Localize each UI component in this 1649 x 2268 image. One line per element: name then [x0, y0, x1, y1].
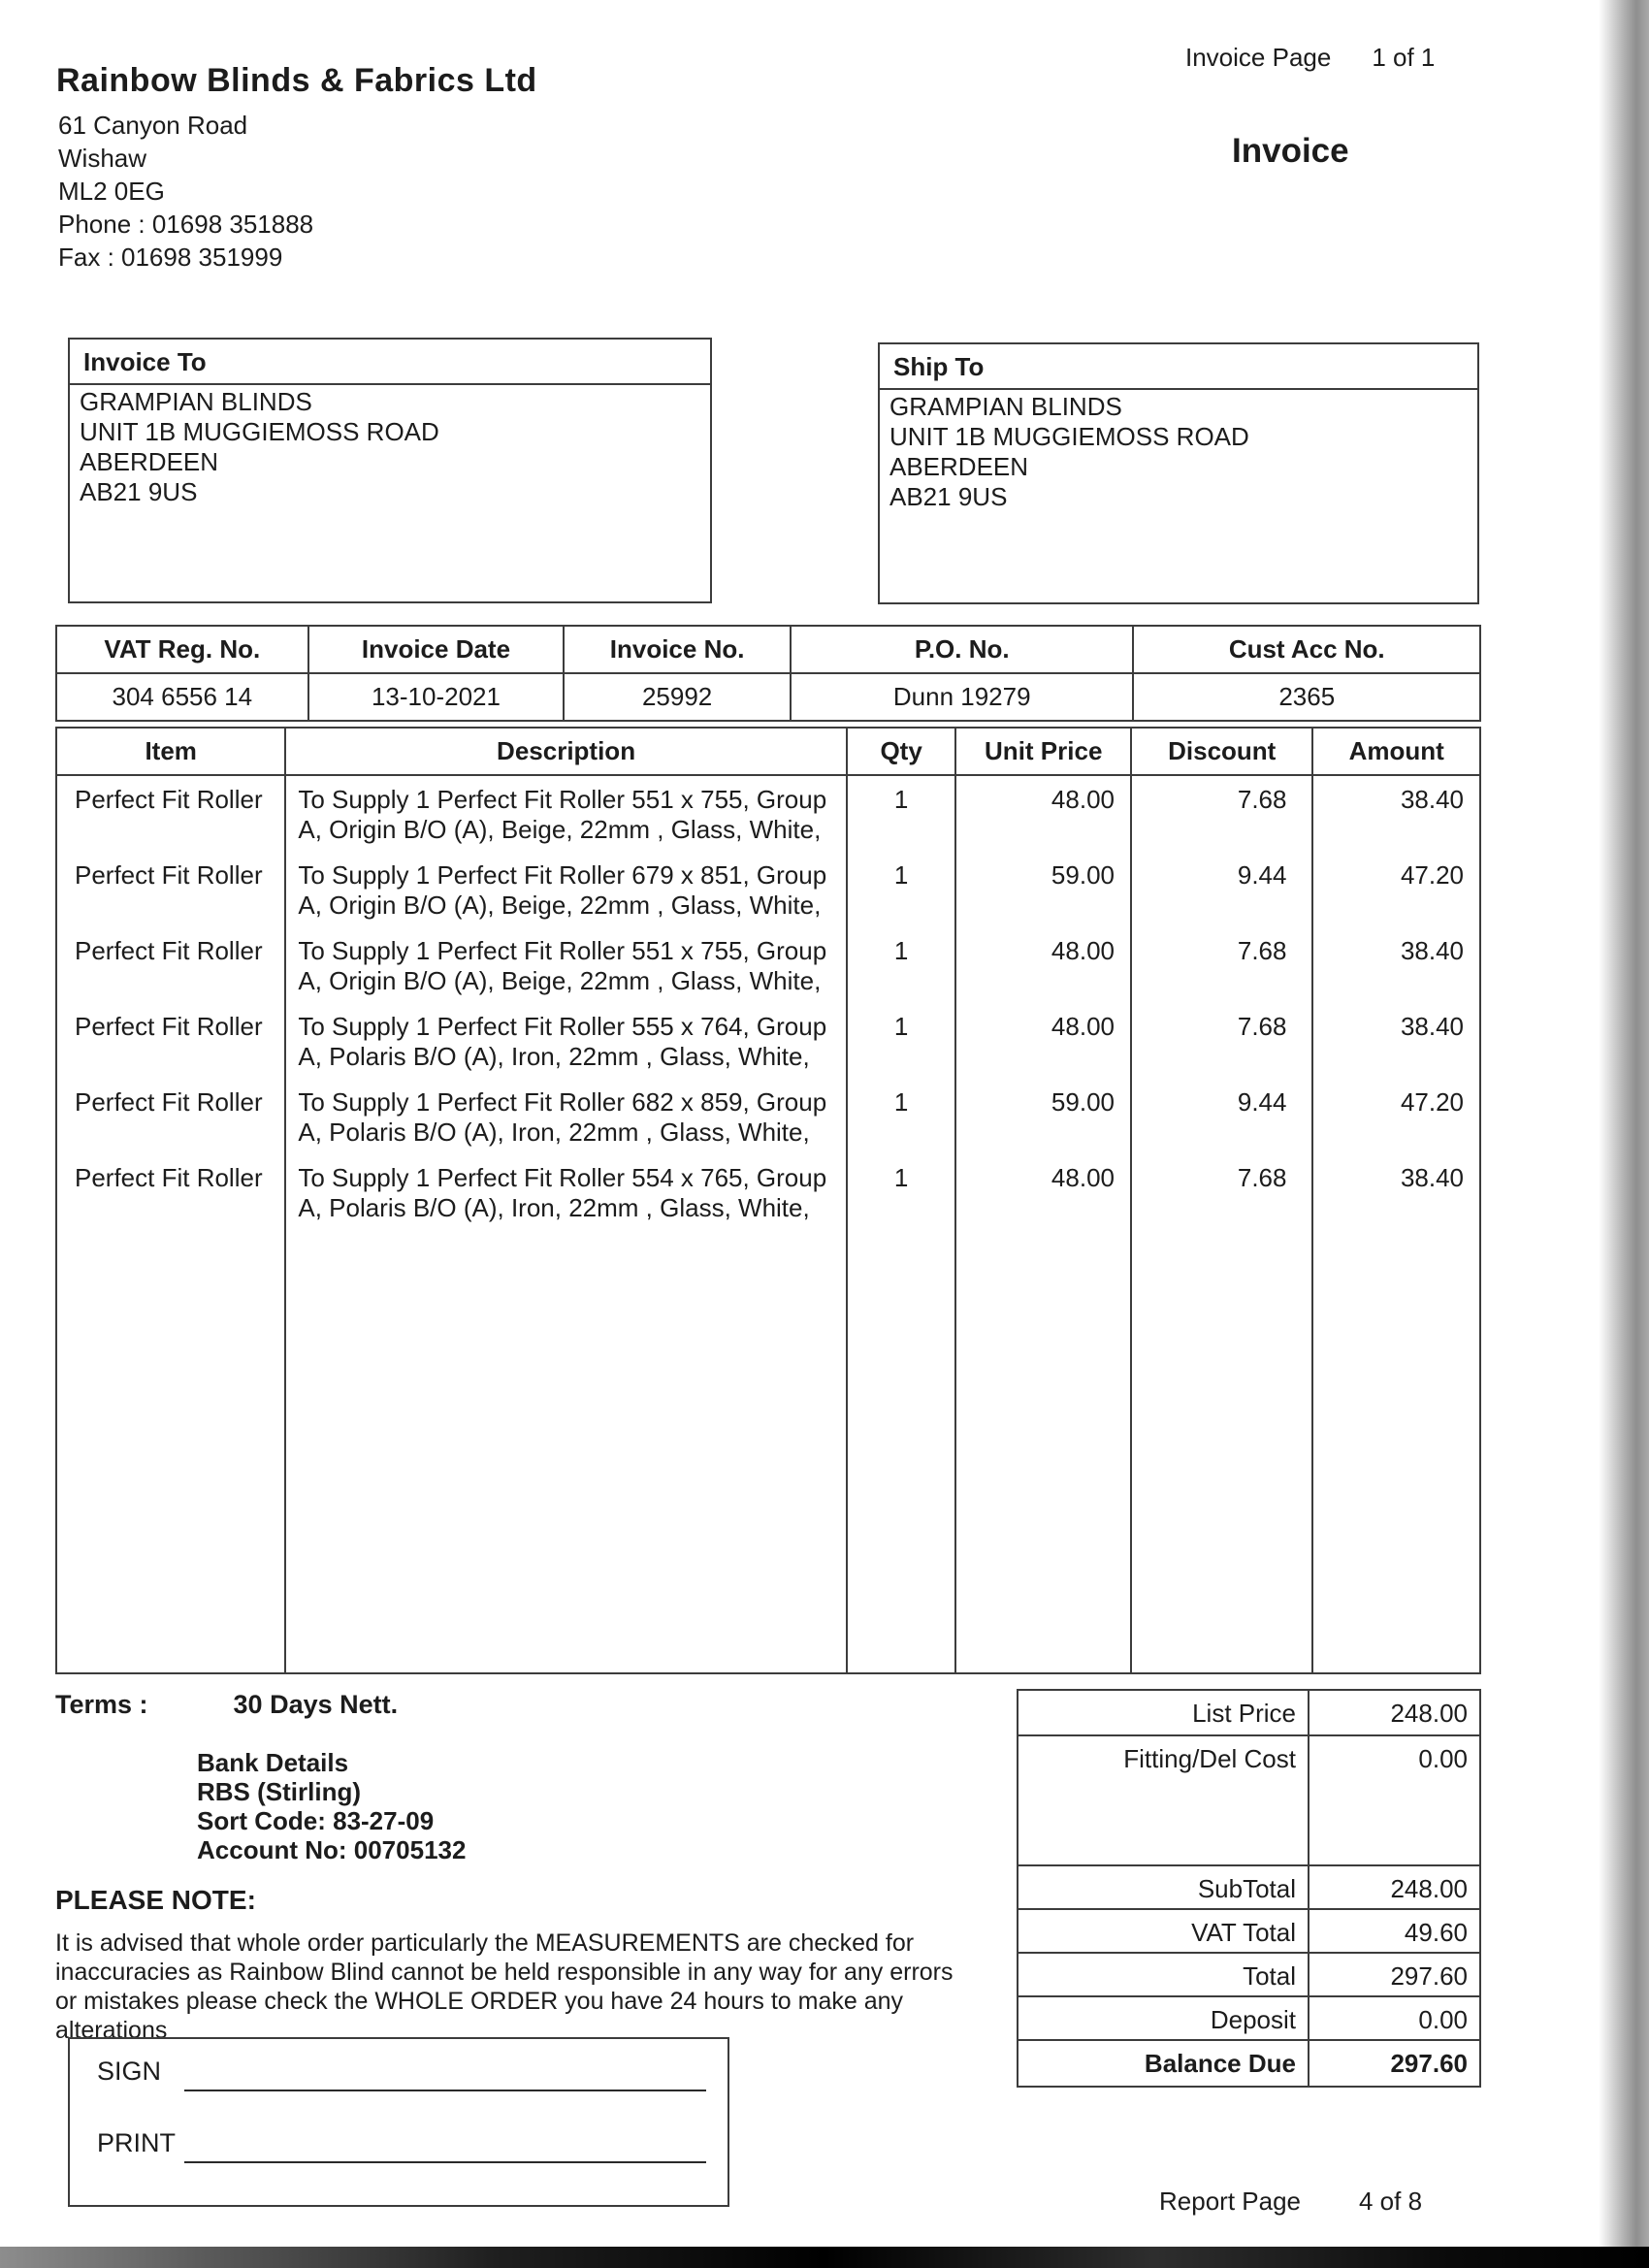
meta-value-date: 13-10-2021: [309, 674, 566, 720]
invoice-to-label: Invoice To: [70, 340, 710, 385]
items-header-amount: Amount: [1348, 736, 1444, 765]
bank-details: [197, 1748, 466, 1864]
sign-label: SIGN: [97, 2057, 162, 2086]
bank-details-title: Bank Details: [197, 1748, 349, 1777]
meta-header-cust-acc: Cust Acc No.: [1134, 627, 1479, 674]
invoice-to-box: [68, 338, 712, 603]
item-qty: 1: [893, 1012, 909, 1041]
ship-to-line: UNIT 1B MUGGIEMOSS ROAD: [889, 422, 1249, 451]
item-discount: 9.44: [1237, 1087, 1287, 1117]
meta-header-date: Invoice Date: [309, 627, 566, 674]
subtotal-label: SubTotal: [1018, 1866, 1310, 1908]
item-unit-price: 59.00: [1051, 860, 1115, 890]
item-amount: 38.40: [1400, 1163, 1465, 1192]
meta-value-row: [57, 674, 1479, 720]
item-qty: 1: [893, 1163, 909, 1192]
items-header-discount: Discount: [1132, 729, 1314, 774]
invoice-page-value: 1 of 1: [1372, 43, 1436, 72]
item-discount: 7.68: [1237, 936, 1287, 965]
total-label: Total: [1018, 1954, 1310, 1995]
list-price-label: List Price: [1018, 1691, 1310, 1734]
item-amount: 38.40: [1400, 785, 1465, 814]
totals-row-deposit: [1018, 1995, 1479, 2039]
item-description: To Supply 1 Perfect Fit Roller 551 x 755, Group A, Origin B/O (A), Beige, 22mm , Glass, White,: [298, 936, 827, 995]
ship-to-line: GRAMPIAN BLINDS: [889, 392, 1122, 421]
item-unit-price: 48.00: [1051, 1012, 1115, 1041]
ship-to-address: [880, 390, 1477, 512]
totals-row-fitting: [1018, 1734, 1479, 1778]
item-qty: 1: [893, 936, 909, 965]
items-column-unit-price: [956, 776, 1132, 1672]
item-amount: 47.20: [1400, 860, 1465, 890]
items-column-item: [57, 776, 286, 1672]
print-line: [184, 2161, 706, 2163]
subtotal-value: 248.00: [1390, 1874, 1468, 1903]
item-unit-price: 59.00: [1051, 1087, 1115, 1117]
invoice-to-line: ABERDEEN: [80, 447, 219, 476]
invoice-to-line: GRAMPIAN BLINDS: [80, 387, 312, 416]
ship-to-label: Ship To: [880, 344, 1477, 390]
invoice-page-indicator: [1185, 43, 1435, 73]
items-column-amount: [1313, 776, 1479, 1672]
report-page-value: 4 of 8: [1358, 2187, 1423, 2216]
report-page-label: Report Page: [1159, 2187, 1301, 2216]
terms-row: [55, 1690, 398, 1720]
item-qty: 1: [893, 1087, 909, 1117]
item-description: To Supply 1 Perfect Fit Roller 554 x 765, Group A, Polaris B/O (A), Iron, 22mm , Glass, White,: [298, 1163, 827, 1222]
company-address: [58, 109, 313, 274]
sign-line: [184, 2090, 706, 2091]
item-unit-price: 48.00: [1051, 785, 1115, 814]
item-discount: 9.44: [1237, 860, 1287, 890]
items-header-unit-price: Unit Price: [956, 729, 1132, 774]
please-note-title: PLEASE NOTE:: [55, 1885, 256, 1915]
items-header-row: [57, 729, 1479, 776]
company-name: Rainbow Blinds & Fabrics Ltd: [56, 62, 537, 99]
deposit-value: 0.00: [1418, 2005, 1468, 2034]
totals-row-list-price: [1018, 1691, 1479, 1734]
please-note-body: It is advised that whole order particularly the MEASUREMENTS are checked for inaccuracies as Rainbow Blind cannot be held responsible in any way for any errors or mistakes please check the WHOLE ORDER you have 24 hours to make any alterations: [55, 1929, 954, 2044]
meta-value-vat: 304 6556 14: [57, 674, 309, 720]
items-header-item: Item: [57, 729, 286, 774]
list-price-value: 248.00: [1390, 1699, 1468, 1728]
meta-header-row: [57, 627, 1479, 674]
item-unit-price: 48.00: [1051, 936, 1115, 965]
vat-value: 49.60: [1404, 1918, 1468, 1947]
item-amount: 47.20: [1400, 1087, 1465, 1117]
ship-to-line: AB21 9US: [889, 482, 1008, 511]
company-address-line3: ML2 0EG: [58, 177, 165, 206]
item-name: Perfect Fit Roller: [75, 936, 263, 965]
item-amount: 38.40: [1400, 936, 1465, 965]
item-discount: 7.68: [1237, 1163, 1287, 1192]
item-description: To Supply 1 Perfect Fit Roller 682 x 859, Group A, Polaris B/O (A), Iron, 22mm , Glass, White,: [298, 1087, 827, 1147]
bank-sort-code: Sort Code: 83-27-09: [197, 1806, 435, 1835]
totals-row-vat: [1018, 1908, 1479, 1952]
balance-due-label: Balance Due: [1018, 2041, 1310, 2086]
item-name: Perfect Fit Roller: [75, 1163, 263, 1192]
item-qty: 1: [893, 860, 909, 890]
meta-value-invoice-no: 25992: [565, 674, 792, 720]
meta-header-invoice-no: Invoice No.: [565, 627, 792, 674]
vat-label: VAT Total: [1018, 1910, 1310, 1952]
scan-bottom-bar: [0, 2247, 1649, 2268]
invoice-title: Invoice: [1232, 132, 1349, 170]
meta-value-po-no: Dunn 19279: [792, 674, 1135, 720]
items-body: [57, 776, 1479, 1672]
scan-edge-shadow: [1599, 0, 1649, 2268]
item-description: To Supply 1 Perfect Fit Roller 551 x 755, Group A, Origin B/O (A), Beige, 22mm , Glass, White,: [298, 785, 827, 844]
bank-name: RBS (Stirling): [197, 1777, 361, 1806]
print-label: PRINT: [97, 2128, 176, 2157]
total-value: 297.60: [1390, 1961, 1468, 1991]
company-address-line2: Wishaw: [58, 144, 147, 173]
items-column-description: [286, 776, 847, 1672]
invoice-to-address: [70, 385, 710, 507]
items-column-qty: [848, 776, 957, 1672]
item-description: To Supply 1 Perfect Fit Roller 679 x 851, Group A, Origin B/O (A), Beige, 22mm , Glass, White,: [298, 860, 827, 920]
items-column-discount: [1132, 776, 1313, 1672]
company-fax: Fax : 01698 351999: [58, 243, 283, 272]
item-name: Perfect Fit Roller: [75, 860, 263, 890]
invoice-page-label: Invoice Page: [1185, 43, 1332, 72]
report-page-indicator: [1159, 2187, 1422, 2217]
item-name: Perfect Fit Roller: [75, 785, 263, 814]
terms-value: 30 Days Nett.: [233, 1690, 399, 1719]
item-name: Perfect Fit Roller: [75, 1087, 263, 1117]
fitting-value: 0.00: [1418, 1744, 1468, 1773]
meta-value-cust-acc: 2365: [1278, 682, 1336, 711]
totals-row-subtotal: [1018, 1864, 1479, 1908]
signature-box: [68, 2037, 729, 2207]
items-header-qty: Qty: [848, 729, 957, 774]
item-description: To Supply 1 Perfect Fit Roller 555 x 764, Group A, Polaris B/O (A), Iron, 22mm , Glass, White,: [298, 1012, 827, 1071]
terms-label: Terms :: [55, 1690, 148, 1719]
item-amount: 38.40: [1400, 1012, 1465, 1041]
bank-account-no: Account No: 00705132: [197, 1835, 467, 1864]
totals-spacer: [1018, 1778, 1479, 1864]
totals-row-total: [1018, 1952, 1479, 1995]
totals-row-balance-due: [1018, 2039, 1479, 2086]
meta-header-po-no: P.O. No.: [792, 627, 1135, 674]
line-items-table: [55, 727, 1481, 1674]
deposit-label: Deposit: [1018, 1997, 1310, 2039]
item-discount: 7.68: [1237, 1012, 1287, 1041]
item-qty: 1: [893, 785, 909, 814]
balance-due-value: 297.60: [1390, 2049, 1468, 2078]
items-header-description: Description: [286, 729, 847, 774]
invoice-to-line: AB21 9US: [80, 477, 198, 506]
item-unit-price: 48.00: [1051, 1163, 1115, 1192]
item-name: Perfect Fit Roller: [75, 1012, 263, 1041]
invoice-to-line: UNIT 1B MUGGIEMOSS ROAD: [80, 417, 439, 446]
totals-box: [1017, 1689, 1481, 2088]
item-discount: 7.68: [1237, 785, 1287, 814]
invoice-meta-table: [55, 625, 1481, 722]
fitting-label: Fitting/Del Cost: [1018, 1736, 1310, 1778]
ship-to-line: ABERDEEN: [889, 452, 1029, 481]
meta-header-vat: VAT Reg. No.: [57, 627, 309, 674]
company-phone: Phone : 01698 351888: [58, 210, 314, 239]
ship-to-box: [878, 342, 1479, 604]
company-address-line1: 61 Canyon Road: [58, 111, 248, 140]
